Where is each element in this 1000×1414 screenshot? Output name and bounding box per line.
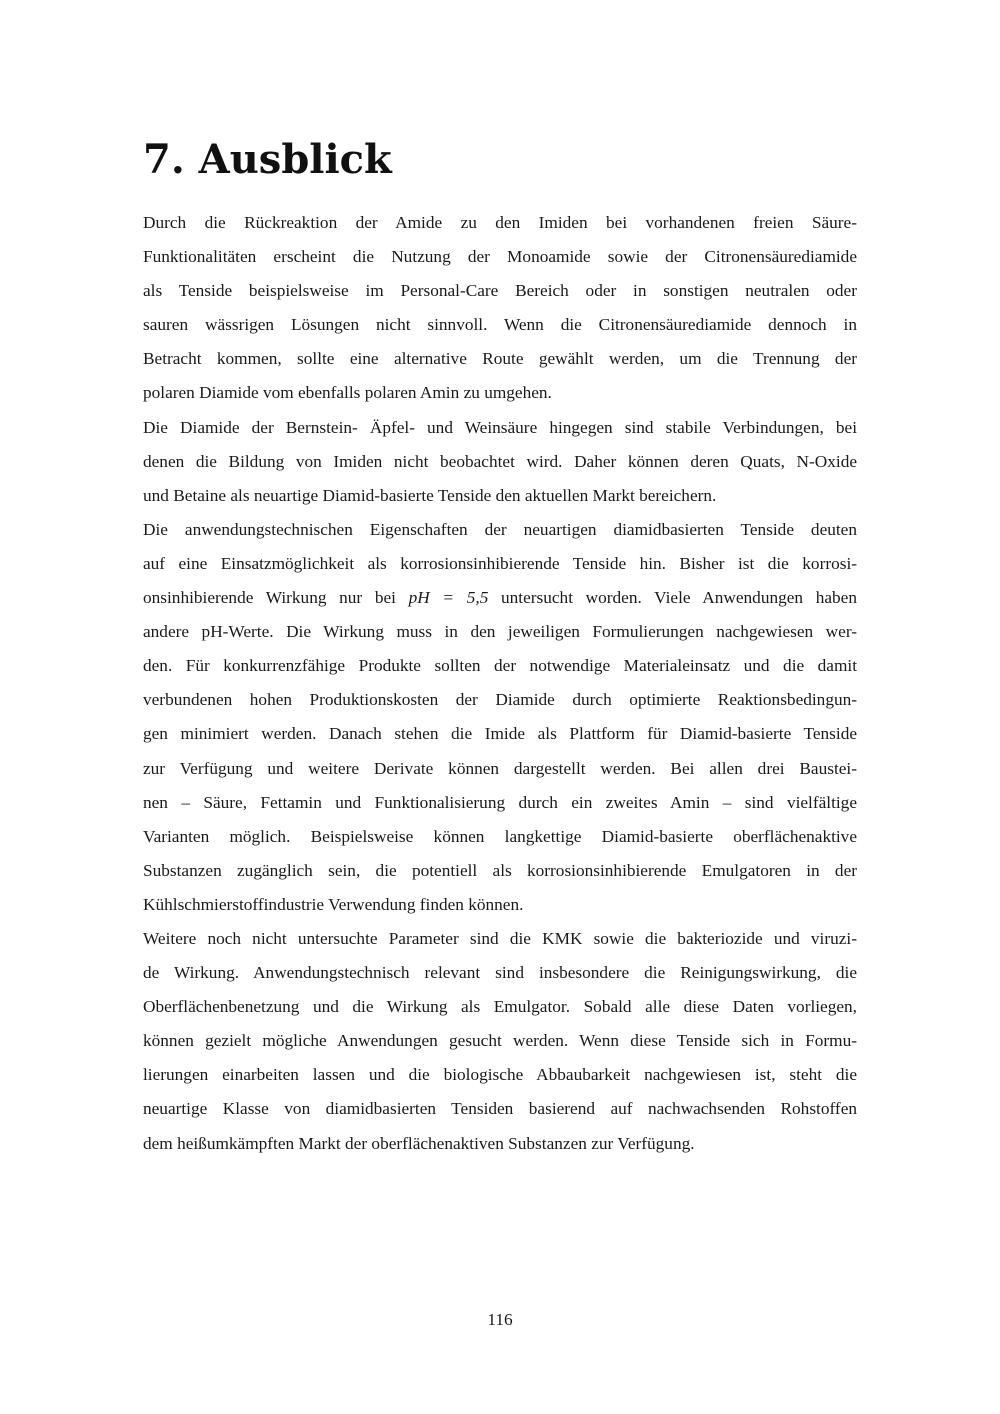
text-line: nen – Säure, Fettamin und Funktionalisierung durch ein zweites Amin – sind vielfältige — [143, 792, 857, 812]
text-line: andere pH-Werte. Die Wirkung muss in den jeweiligen Formulierungen nachgewiesen wer- — [143, 622, 857, 642]
text-line: Weitere noch nicht untersuchte Parameter sind die KMK sowie die bakteriozide und viruzi- — [143, 928, 857, 948]
text-line: Substanzen zugänglich sein, die potentiell als korrosionsinhibierende Emulgatoren in der — [143, 860, 857, 880]
text-line: de Wirkung. Anwendungstechnisch relevant sind insbesondere die Reinigungswirkung, die — [143, 963, 857, 983]
text-line: lierungen einarbeiten lassen und die biologische Abbaubarkeit nachgewiesen ist, steht die — [143, 1065, 857, 1085]
text-line: Oberflächenbenetzung und die Wirkung als Emulgator. Sobald alle diese Daten vorliegen, — [143, 997, 857, 1017]
text-line: Funktionalitäten erscheint die Nutzung der Monoamide sowie der Citronensäurediamide — [143, 247, 857, 267]
text-line-with-math — [143, 581, 857, 615]
text-line: dem heißumkämpften Markt der oberflächenaktiven Substanzen zur Verfügung. — [143, 1133, 695, 1153]
text-line: Betracht kommen, sollte eine alternative Route gewählt werden, um die Trennung der — [143, 349, 857, 369]
text-line: den. Für konkurrenzfähige Produkte sollten der notwendige Materialeinsatz und die damit — [143, 656, 857, 676]
text-line: neuartige Klasse von diamidbasierten Tensiden basierend auf nachwachsenden Rohstoffen — [143, 1099, 857, 1119]
text-line: können gezielt mögliche Anwendungen gesucht werden. Wenn diese Tenside sich in Formu- — [143, 1031, 857, 1051]
text-line: Varianten möglich. Beispielsweise können langkettige Diamid-basierte oberflächenaktive — [143, 826, 857, 846]
text-line: und Betaine als neuartige Diamid-basierte Tenside den aktuellen Markt bereichern. — [143, 485, 717, 505]
text-line: auf eine Einsatzmöglichkeit als korrosionsinhibierende Tenside hin. Bisher ist die korrosi- — [143, 553, 857, 573]
text-line: zur Verfügung und weitere Derivate können dargestellt werden. Bei allen drei Baustei- — [143, 758, 857, 778]
page-number: 116 — [487, 1310, 513, 1329]
text-line: Kühlschmierstoffindustrie Verwendung finden können. — [143, 894, 524, 914]
text-line: sauren wässrigen Lösungen nicht sinnvoll. Wenn die Citronensäurediamide dennoch in — [143, 315, 857, 335]
body-text — [143, 206, 857, 1161]
inline-math: pH = 5,5 — [408, 588, 489, 608]
text-fragment: onsinhibierende Wirkung nur bei — [143, 588, 396, 608]
text-line: verbundenen hohen Produktionskosten der Diamide durch optimierte Reaktionsbedingun- — [143, 690, 857, 710]
text-line: als Tenside beispielsweise im Personal-Care Bereich oder in sonstigen neutralen oder — [143, 281, 857, 301]
text-line: denen die Bildung von Imiden nicht beobachtet wird. Daher können deren Quats, N-Oxide — [143, 451, 857, 471]
chapter-title: 7. Ausblick — [143, 136, 392, 183]
text-line: polaren Diamide vom ebenfalls polaren Amin zu umgehen. — [143, 383, 552, 403]
text-fragment: untersucht worden. Viele Anwendungen haben — [501, 588, 857, 608]
text-line: gen minimiert werden. Danach stehen die Imide als Plattform für Diamid-basierte Tenside — [143, 724, 857, 744]
text-line: Durch die Rückreaktion der Amide zu den Imiden bei vorhandenen freien Säure- — [143, 213, 857, 232]
text-line: Die anwendungstechnischen Eigenschaften der neuartigen diamidbasierten Tenside deuten — [143, 519, 857, 539]
text-line: Die Diamide der Bernstein- Äpfel- und Weinsäure hingegen sind stabile Verbindungen, bei — [143, 417, 857, 437]
